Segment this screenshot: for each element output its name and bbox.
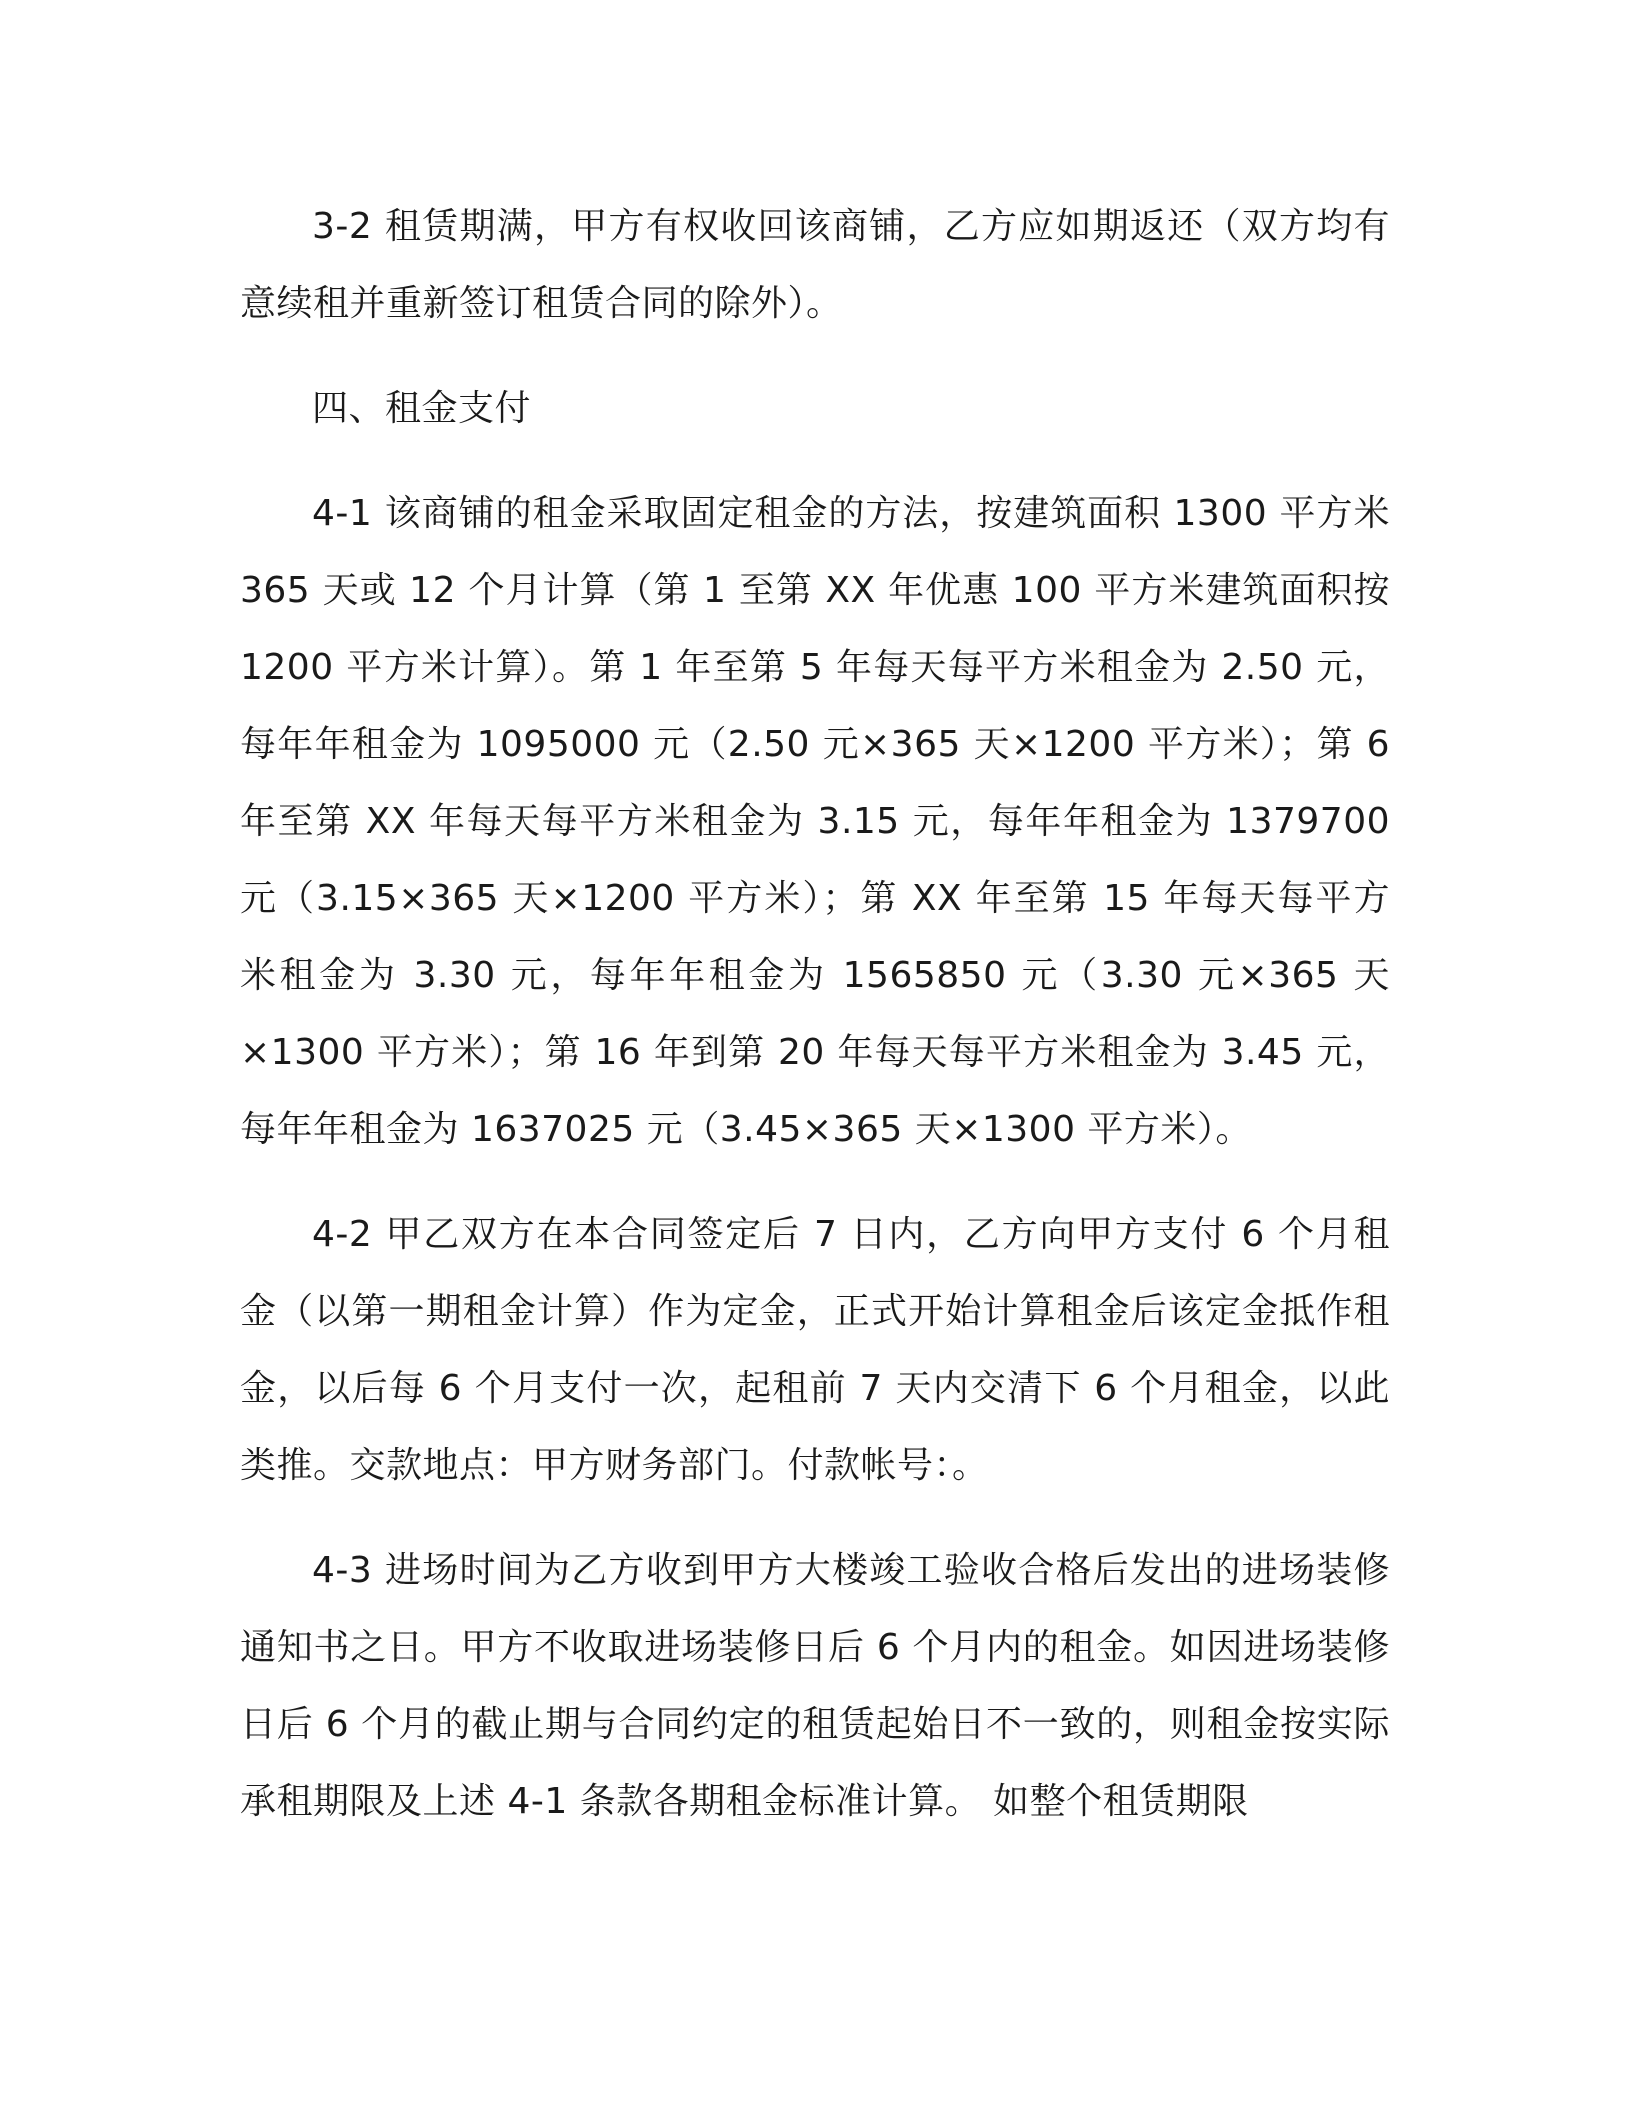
- section-heading-rent-payment: 四、租金支付: [312, 388, 532, 429]
- clause-4-1: 4-1 该商铺的租金采取固定租金的方法，按建筑面积 1300 平方米 365 天或 12 个月计算（第 1 至第 XX 年优惠 100 平方米建筑面积按 1200 平方米计算）。第 1 年至第 5 年每天每平方米租金为 2.50 元，每年年租金为 1095000 元（2.50 元×365 天×1200 平方米）；第 6 年至第 XX 年每天每平方米租金为 3.15 元，每年年租金为 1379700 元（3.15×365 天×1200 平方米）；第 XX 年至第 15 年每天每平方米租金为 3.30 元，每年年租金为 1565850 元（3.30 元×365 天×1300 平方米）；第 16 年到第 20 年每天每平方米租金为 3.45 元，每年年租金为 1637025 元（3.45×365 天×1300 平方米）。: [240, 493, 1390, 1150]
- clause-4-2: 4-2 甲乙双方在本合同签定后 7 日内，乙方向甲方支付 6 个月租金（以第一期租金计算）作为定金，正式开始计算租金后该定金抵作租金，以后每 6 个月支付一次，起租前 7 天内交清下 6 个月租金，以此类推。交款地点：甲方财务部门。付款帐号：。: [240, 1214, 1390, 1486]
- document-body: [240, 188, 1390, 1868]
- clause-3-2: 3-2 租赁期满，甲方有权收回该商铺，乙方应如期返还（双方均有意续租并重新签订租赁合同的除外）。: [240, 206, 1390, 324]
- clause-4-3: 4-3 进场时间为乙方收到甲方大楼竣工验收合格后发出的进场装修通知书之日。甲方不收取进场装修日后 6 个月内的租金。如因进场装修日后 6 个月的截止期与合同约定的租赁起始日不一致的，则租金按实际承租期限及上述 4-1 条款各期租金标准计算。 如整个租赁期限: [240, 1550, 1390, 1822]
